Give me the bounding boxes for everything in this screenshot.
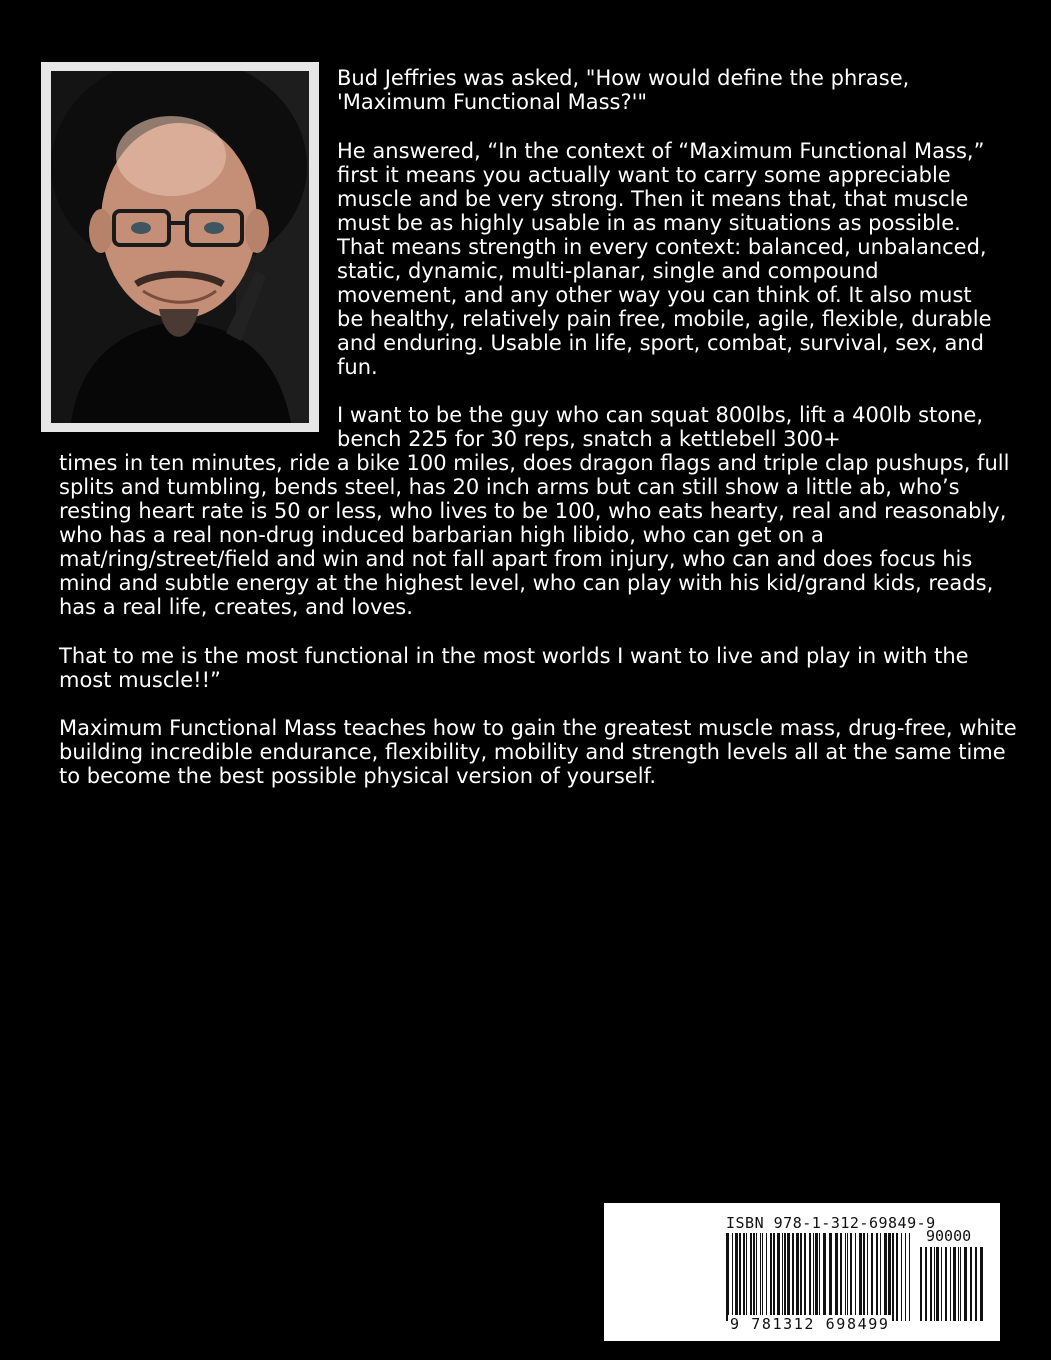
barcode-bar — [773, 1233, 775, 1321]
author-photo-frame — [41, 62, 319, 432]
barcode-bar — [980, 1247, 983, 1321]
ean-barcode — [724, 1233, 914, 1321]
barcode-bar — [905, 1233, 906, 1321]
barcode-bar — [892, 1233, 894, 1321]
barcode-bar — [726, 1233, 729, 1321]
barcode-bar — [855, 1233, 856, 1321]
barcode-bar — [770, 1233, 772, 1321]
barcode-bar — [815, 1233, 818, 1321]
barcode-bar — [970, 1247, 972, 1321]
barcode-bar — [840, 1233, 842, 1321]
barcode-bar — [960, 1247, 961, 1321]
barcode-bar — [792, 1233, 794, 1321]
barcode-bar — [909, 1233, 910, 1321]
goals-paragraph-start: I want to be the guy who can squat 800lbs, lift a 400lb stone, bench 225 for 30 reps, snatch a kettlebell 300+ — [337, 403, 983, 451]
barcode-bar — [800, 1233, 802, 1321]
barcode-bar — [863, 1233, 865, 1321]
barcode-bar — [950, 1247, 951, 1321]
barcode-bar — [784, 1233, 786, 1321]
barcode-bar — [823, 1233, 826, 1321]
closing-quote: That to me is the most functional in the most worlds I want to live and play in with the most muscle!!” — [59, 644, 969, 692]
barcode-bar — [945, 1247, 947, 1321]
barcode-bar — [936, 1247, 939, 1321]
book-summary: Maximum Functional Mass teaches how to gain the greatest muscle mass, drug-free, white building incredible endurance, flexibility, mobility and strength levels all at the same time to become the best possible physical version of yourself. — [59, 716, 1017, 788]
addon-barcode — [918, 1247, 984, 1321]
barcode-bar — [901, 1233, 902, 1321]
barcode-bar — [760, 1233, 761, 1321]
barcode-bar — [804, 1233, 806, 1321]
author-photo — [51, 71, 309, 423]
barcode-bar — [859, 1233, 862, 1321]
barcode-bar — [809, 1233, 811, 1321]
barcode-bar — [753, 1233, 755, 1321]
price-code: 90000 — [926, 1227, 972, 1245]
barcode-bar — [896, 1233, 898, 1321]
barcode-bar — [735, 1233, 738, 1321]
barcode-bar — [925, 1247, 927, 1321]
intro-question: Bud Jeffries was asked, "How would define the phrase, 'Maximum Functional Mass?'" — [337, 66, 910, 114]
ean-digits: 9 781312 698499 — [730, 1315, 890, 1333]
answer-paragraph: He answered, “In the context of “Maximum Functional Mass,” first it means you actually want to carry some appreciable muscle and be very strong. Then it means that, that muscle must be as highly usable in as many situations as possible. That means strength in every context: balanced, unbalanced, static, dynamic, multi-planar, single and compound movement, and any other way you can think of. It also must be healthy, relatively pain free, mobile, agile, flexible, durable and enduring. Usable in life, sport, combat, survival, sex, and fun. — [337, 139, 992, 379]
barcode-bar — [920, 1247, 922, 1321]
barcode-bar — [777, 1233, 780, 1321]
barcode-bar — [975, 1247, 977, 1321]
barcode-bar — [871, 1233, 873, 1321]
barcode-bar — [850, 1233, 852, 1321]
barcode-bar — [953, 1247, 956, 1321]
barcode-bar — [867, 1233, 868, 1321]
barcode-bar — [888, 1233, 891, 1321]
barcode-bar — [958, 1247, 959, 1321]
barcode-bar — [876, 1233, 878, 1321]
goals-paragraph-continued: times in ten minutes, ride a bike 100 miles, does dragon flags and triple clap pushups, full splits and tumbling, bends steel, has 20 inch arms but can still show a little ab, who’s resting heart rate is 50 or less, who lives to be 100, who eats hearty, real and reasonably, who has a real non-drug induced barbarian high libido, who can get on a mat/ring/street/field and win and not fall apart from injury, who can and does focus his mind and subtle energy at the highest level, who can play with his kid/grand kids, reads, has a real life, creates, and loves. — [59, 451, 1010, 619]
barcode-bar — [732, 1233, 733, 1321]
barcode-bar — [845, 1233, 846, 1321]
barcode-bar — [756, 1233, 757, 1321]
barcode-bar — [880, 1233, 881, 1321]
barcode-bar — [829, 1233, 832, 1321]
barcode-bar — [930, 1247, 932, 1321]
barcode-bar — [762, 1233, 763, 1321]
barcode-bar — [782, 1233, 783, 1321]
barcode-bar — [739, 1233, 741, 1321]
barcode-panel — [604, 1203, 1000, 1341]
barcode-bar — [835, 1233, 838, 1321]
barcode-bar — [746, 1233, 747, 1321]
barcode-bar — [766, 1233, 767, 1321]
barcode-bar — [934, 1247, 935, 1321]
isbn-label: ISBN 978-1-312-69849-9 — [726, 1214, 936, 1232]
barcode-bar — [941, 1247, 942, 1321]
barcode-bar — [813, 1233, 814, 1321]
barcode-bar — [796, 1233, 799, 1321]
barcode-bar — [847, 1233, 848, 1321]
barcode-bar — [787, 1233, 790, 1321]
barcode-bar — [964, 1247, 967, 1321]
barcode-bar — [743, 1233, 745, 1321]
barcode-bar — [819, 1233, 820, 1321]
barcode-bar — [884, 1233, 887, 1321]
barcode-bar — [750, 1233, 752, 1321]
